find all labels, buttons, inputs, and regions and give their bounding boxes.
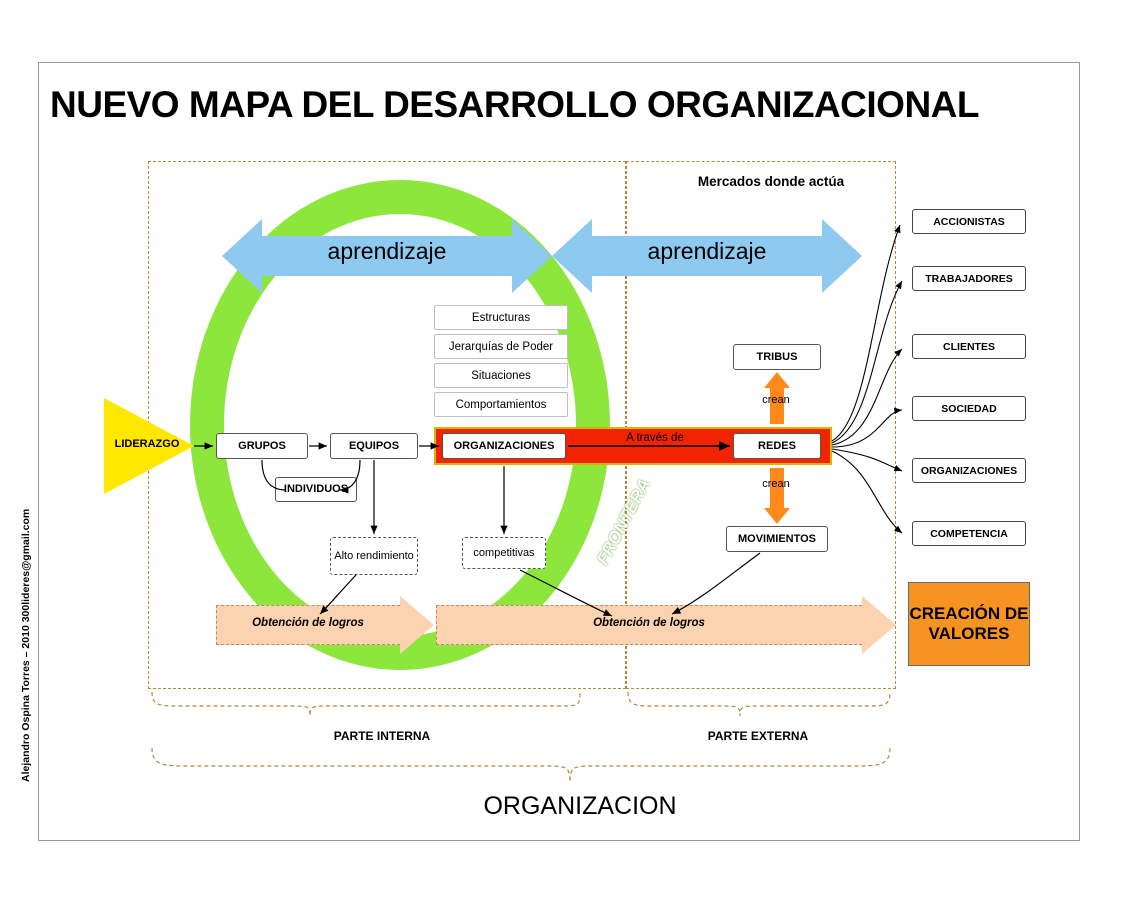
page-title: NUEVO MAPA DEL DESARROLLO ORGANIZACIONAL [50,84,979,125]
crean-label-bottom: crean [762,478,790,490]
creation-of-values-box: CREACIÓN DE VALORES [908,582,1030,666]
concept-item: Situaciones [434,363,568,388]
learning-arrow-label: aprendizaje [327,238,447,264]
stakeholder-clientes: CLIENTES [912,334,1026,359]
label-parte-externa: PARTE EXTERNA [707,729,809,743]
author-credit: Alejandro Ospina Torres – 2010 300lideres@gmail.com [20,508,32,782]
concept-item: Comportamientos [434,392,568,417]
concept-item: Jerarquías de Poder [434,334,568,359]
market-label: Mercados donde actúa [697,174,845,189]
achievement-arrow-external [436,596,896,654]
achievement-arrow-internal [216,596,434,654]
node-redes: REDES [733,433,821,459]
leadership-label: LIDERAZGO [114,438,180,450]
node-individuos: INDIVIDUOS [275,477,357,502]
stakeholder-accionistas: ACCIONISTAS [912,209,1026,234]
stakeholder-trabajadores: TRABAJADORES [912,266,1026,291]
concept-list [434,305,568,421]
frontier-label: FRONTERA [592,475,655,568]
node-equipos: EQUIPOS [330,433,418,459]
node-movimientos: MOVIMIENTOS [726,526,828,552]
achievement-arrow-label: Obtención de logros [593,617,705,629]
node-tribus: TRIBUS [733,344,821,370]
arrow-tip-down-icon [764,508,790,524]
crean-label-top: crean [762,394,790,406]
through-label: A través de [626,432,684,444]
node-organizaciones: ORGANIZACIONES [442,433,566,459]
label-organizacion: ORGANIZACION [483,792,677,820]
achievement-arrow-label: Obtención de logros [252,617,364,629]
learning-arrow-external [552,219,862,293]
stakeholder-organizaciones: ORGANIZACIONES [912,458,1026,483]
concept-item: Estructuras [434,305,568,330]
node-grupos: GRUPOS [216,433,308,459]
arrow-crean-movimientos-icon [764,468,790,524]
node-competitivas: competitivas [462,537,546,569]
label-parte-interna: PARTE INTERNA [333,729,431,743]
arrow-head-right-icon [862,596,896,654]
learning-arrow-label: aprendizaje [647,238,767,264]
learning-arrow-internal [222,219,552,293]
stakeholder-sociedad: SOCIEDAD [912,396,1026,421]
arrow-head-right-icon [400,596,434,654]
stakeholder-competencia: COMPETENCIA [912,521,1026,546]
node-alto-rendimiento: Alto rendimiento [330,537,418,575]
